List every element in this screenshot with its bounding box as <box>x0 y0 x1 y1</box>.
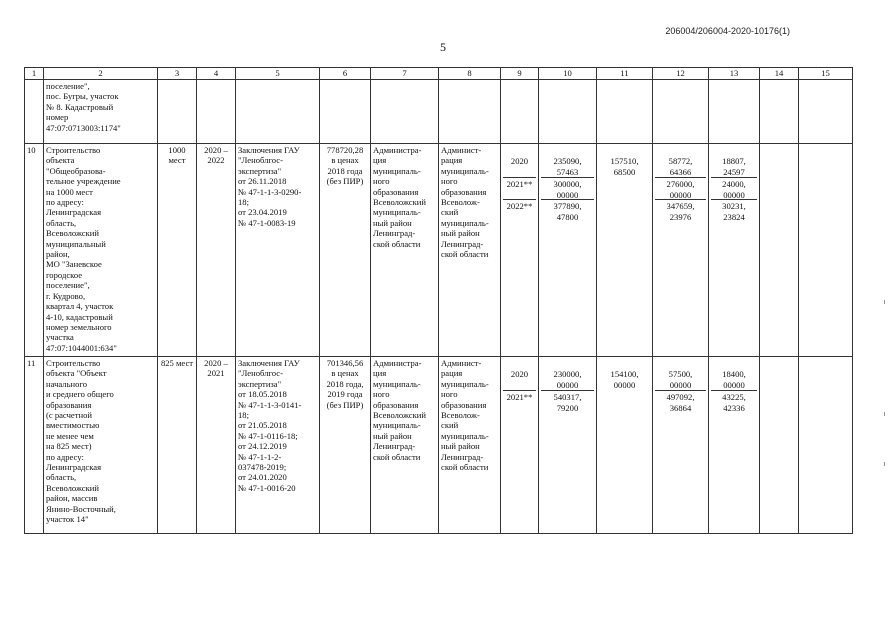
year-cell: 2021** <box>503 177 536 199</box>
year-cell: 2020 <box>510 369 529 380</box>
object-name: Строительство объекта "Объект начального и среднего общего образования (с расчетной вместимостью не менее чем на 825 мест) по адресу: Ленинградская область, Всеволожский район, массив Янино-Восточный, участок 14" <box>44 357 158 534</box>
expertise: Заключения ГАУ "Леноблгос- экспертиза" от 18.05.2018 № 47-1-1-3-0141- 18; от 21.05.2018 № 47-1-0116-18; от 24.12.2019 № 47-1-1-2- 037478-2019; от 24.01.2020 № 47-1-0016-20 <box>236 357 320 534</box>
local-value: 18807, 24597 <box>722 156 746 177</box>
scan-mark <box>884 462 885 466</box>
customer: Администра- ция муниципаль- ного образования Всеволожский муниципаль- ный район Ленинград- ской области <box>371 144 439 357</box>
col-num-3: 3 <box>158 68 197 80</box>
empty-cell <box>760 144 799 357</box>
customer: Администра- ция муниципаль- ного образования Всеволожский муниципаль- ный район Ленинград- ской области <box>371 357 439 534</box>
capacity: 825 мест <box>158 357 197 534</box>
year-cell: 2021** <box>503 390 536 412</box>
empty-cell <box>760 80 799 144</box>
total-value: 540317, 79200 <box>541 390 594 412</box>
empty-cell <box>501 80 539 144</box>
row-number: 10 <box>25 144 44 357</box>
year-cell: 2022** <box>503 199 536 221</box>
col-num-4: 4 <box>197 68 236 80</box>
column-numbers-row <box>25 68 853 80</box>
empty-cell <box>320 80 371 144</box>
estimated-cost: 778720,28 в ценах 2018 года (без ПИР) <box>320 144 371 357</box>
empty-cell <box>799 357 853 534</box>
empty-cell <box>197 80 236 144</box>
col-num-7: 7 <box>371 68 439 80</box>
table-row-10 <box>25 144 853 357</box>
document-id: 206004/206004-2020-10176(1) <box>665 26 790 36</box>
federal-value: 157510, 68500 <box>610 156 639 177</box>
total-value: 300000, 00000 <box>541 177 594 199</box>
empty-cell <box>371 80 439 144</box>
empty-cell <box>799 144 853 357</box>
total-value: 230000, 00000 <box>553 369 582 390</box>
regional-column <box>653 144 709 357</box>
col-num-5: 5 <box>236 68 320 80</box>
regional-value: 58772, 64366 <box>668 156 693 177</box>
regional-value: 497092, 36864 <box>655 390 706 412</box>
expertise: Заключения ГАУ "Леноблгос- экспертиза" от 26.11.2018 № 47-1-1-3-0290- 18; от 23.04.2019 № 47-1-0083-19 <box>236 144 320 357</box>
col-num-8: 8 <box>439 68 501 80</box>
scan-mark <box>884 300 885 304</box>
scan-mark <box>884 412 885 416</box>
col-num-12: 12 <box>653 68 709 80</box>
col-num-1: 1 <box>25 68 44 80</box>
col-num-2: 2 <box>44 68 158 80</box>
total-column <box>539 144 597 357</box>
local-value: 43225, 42336 <box>711 390 757 412</box>
years-column <box>501 357 539 534</box>
empty-cell <box>709 80 760 144</box>
col-num-11: 11 <box>597 68 653 80</box>
empty-cell <box>158 80 197 144</box>
empty-cell <box>799 80 853 144</box>
page-number: 5 <box>440 40 446 54</box>
years-column <box>501 144 539 357</box>
investment-table <box>24 67 853 534</box>
period: 2020 – 2021 <box>197 357 236 534</box>
table-row-11 <box>25 357 853 534</box>
capacity: 1000 мест <box>158 144 197 357</box>
total-value: 235090, 57463 <box>553 156 582 177</box>
regional-value: 276000, 00000 <box>655 177 706 199</box>
local-value: 24000, 00000 <box>711 177 757 199</box>
total-column <box>539 357 597 534</box>
local-column <box>709 357 760 534</box>
recipient: Админист- рация муниципаль- ного образования Всеволож- ский муниципаль- ный район Ленинград- ской области <box>439 144 501 357</box>
regional-column <box>653 357 709 534</box>
total-value: 377890, 47800 <box>541 199 594 221</box>
recipient: Админист- рация муниципаль- ного образования Всеволож- ский муниципаль- ный район Ленинград- ской области <box>439 357 501 534</box>
estimated-cost: 701346,56 в ценах 2018 года, 2019 года (без ПИР) <box>320 357 371 534</box>
col-num-6: 6 <box>320 68 371 80</box>
col-num-15: 15 <box>799 68 853 80</box>
local-value: 30231, 23824 <box>711 199 757 221</box>
row-number <box>25 80 44 144</box>
col-num-13: 13 <box>709 68 760 80</box>
empty-cell <box>236 80 320 144</box>
regional-value: 347659, 23976 <box>655 199 706 221</box>
federal-column <box>597 357 653 534</box>
period: 2020 – 2022 <box>197 144 236 357</box>
row-number: 11 <box>25 357 44 534</box>
local-column <box>709 144 760 357</box>
table-row-continued <box>25 80 853 144</box>
empty-cell <box>439 80 501 144</box>
federal-value: 154100, 00000 <box>610 369 639 390</box>
object-name: поселение", пос. Бугры, участок № 8. Кадастровый номер 47:07:0713003:1174" <box>44 80 158 144</box>
col-num-10: 10 <box>539 68 597 80</box>
regional-value: 57500, 00000 <box>668 369 693 390</box>
local-value: 18400, 00000 <box>722 369 746 390</box>
col-num-14: 14 <box>760 68 799 80</box>
empty-cell <box>653 80 709 144</box>
object-name: Строительство объекта "Общеобразова- тельное учреждение на 1000 мест по адресу: Ленинградская область, Всеволожский муниципальный район, МО "Заневское городское поселение", г. Кудрово, квартал 4, участок 4-10, кадастровый номер земельного участка 47:07:1044001:634" <box>44 144 158 357</box>
empty-cell <box>539 80 597 144</box>
year-cell: 2020 <box>510 156 529 167</box>
empty-cell <box>760 357 799 534</box>
col-num-9: 9 <box>501 68 539 80</box>
empty-cell <box>597 80 653 144</box>
federal-column <box>597 144 653 357</box>
